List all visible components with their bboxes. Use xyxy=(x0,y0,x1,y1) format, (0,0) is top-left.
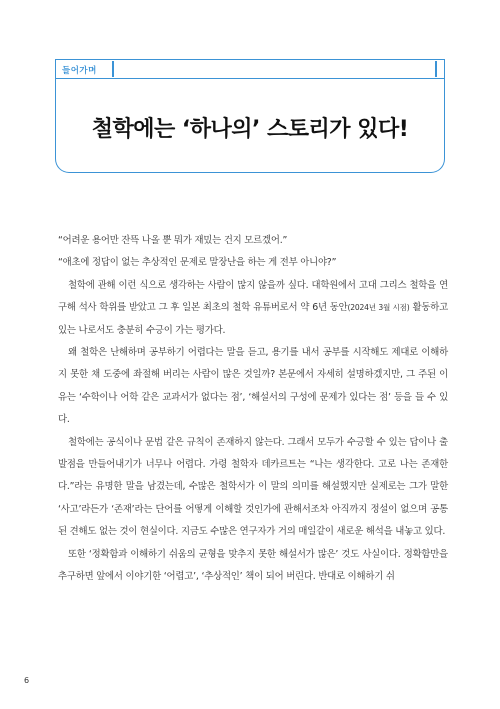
paragraph-1 xyxy=(58,275,448,342)
tab-separator xyxy=(112,61,114,77)
paragraph-1-date-note: (2024년 3월 시점) xyxy=(347,303,410,313)
page-number: 6 xyxy=(24,676,30,685)
paragraph-1-end: 활동하고 있는 나로서도 충분히 수긍이 가는 평가다. xyxy=(58,302,448,336)
title-frame-topline xyxy=(55,59,445,60)
chapter-tab-label: 들어가며 xyxy=(62,66,97,76)
body-text xyxy=(58,230,448,589)
paragraph-3: 철학에는 공식이나 문법 같은 규칙이 존재하지 않는다. 그래서 모두가 수긍할 수 있는 답이나 출발점을 만들어내기가 너무나 어렵다. 가령 철학자 데카르트는 “나는 생각한다. 고로 나는 존재한다.”라는 유명한 말을 남겼는데, 수많은 철학서가 이 말의 의미를 해설했지만 실제로는 그가 말한 ‘사고’라든가 ‘존재’라는 단어를 어떻게 이해할 것인가에 관해서조차 아직까지 정설이 없으며 공통된 견해도 없는 것이 현실이다. 지금도 수많은 연구자가 거의 매일같이 새로운 해석을 내놓고 있다. xyxy=(58,436,448,538)
quote-line-2: “애초에 정답이 없는 추상적인 문제로 말장난을 하는 게 전부 아니야?” xyxy=(58,257,337,269)
paragraph-2: 왜 철학은 난해하며 공부하기 어렵다는 말을 듣고, 용기를 내서 공부를 시작해도 제대로 이해하지 못한 채 도중에 좌절해 버리는 사람이 많은 것일까? 본문에서 자세히 설명하겠지만, 그 주된 이유는 ‘수학이나 어학 같은 교과서가 없다는 점’, ‘해설서의 구성에 문제가 있다는 점’ 등을 들 수 있다. xyxy=(58,347,448,426)
paragraph-1-main: 철학에 관해 이런 식으로 생각하는 사람이 많지 않을까 싶다. 대학원에서 고대 그리스 철학을 연구해 석사 학위를 받았고 그 후 일본 최초의 철학 유튜버로서 약 6년 동안 xyxy=(58,279,448,314)
tab-separator-right xyxy=(435,61,437,77)
page-title: 철학에는 ‘하나의’ 스토리가 있다! xyxy=(91,117,409,142)
quote-line-1: “어려운 용어만 잔뜩 나올 뿐 뭐가 재밌는 건지 모르겠어.” xyxy=(58,235,288,246)
paragraph-4: 또한 ‘정확함과 이해하기 쉬움의 균형을 맞추지 못한 해설서가 많은’ 것도 사실이다. 정확함만을 추구하면 앞에서 이야기한 ‘어렵고’, ‘추상적인’ 책이 되어 버린다. 반대로 이해하기 쉬 xyxy=(58,548,448,583)
